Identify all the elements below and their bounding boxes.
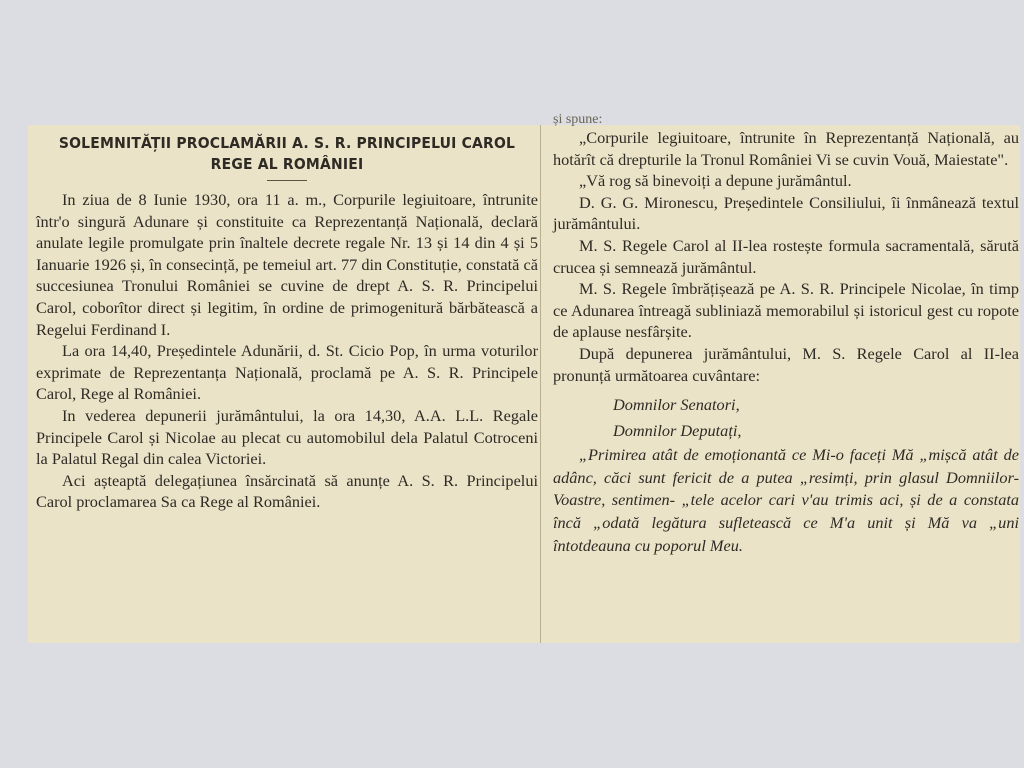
paragraph-oath-text: D. G. G. Mironescu, Președintele Consiliului, îi înmânează textul jurământului.: [553, 192, 1019, 234]
column-divider: [540, 125, 541, 643]
article-title: SOLEMNITĂȚII PROCLAMĂRII A. S. R. PRINCIPELUI CAROL REGE AL ROMÂNIEI: [58, 134, 516, 173]
paragraph-proclamation-vote: La ora 14,40, Președintele Adunării, d. St. Cicio Pop, în urma voturilor exprimate de Reprezentanța Națională, proclamă pe A. S. R. Principele Carol, Rege al României.: [36, 341, 538, 404]
top-fragment: și spune:: [553, 112, 603, 127]
paragraph-embrace: M. S. Regele îmbrățișează pe A. S. R. Principele Nicolae, în timp ce Adunarea întreagă subliniază memorabilul și istoricul gest cu ropote de aplause nesfârșite.: [553, 279, 1019, 342]
paragraph-departure: In vederea depunerii jurământului, la ora 14,30, A.A. L.L. Regale Principele Carol și Nicolae au plecat cu automobilul dela Palatul Cotroceni la Palatul Regal din calea Victoriei.: [36, 405, 538, 469]
paragraph-speech-intro: După depunerea jurământului, M. S. Regele Carol al II-lea pronunță următoarea cuvântare:: [553, 343, 1019, 385]
paragraph-oath-request: „Vă rog să binevoiți a depune jurământul.: [579, 171, 852, 191]
title-rule: [267, 180, 307, 181]
right-column: [553, 113, 1019, 557]
address-deputies: Domnilor Deputați,: [613, 421, 742, 441]
paragraph-proclamation-intro: In ziua de 8 Iunie 1930, ora 11 a. m., Corpurile legiuitoare, întrunite într'o singură Adunare și constituite ca Reprezentanță Națională, declară anulate legile promulgate prin înaltele decrete regale Nr. 13 și 14 din 4 și 5 Ianuarie 1926 și, în consecință, pe temeiul art. 77 din Constituție, constată că succesiunea Tronului României se cuvine de drept A. S. R. Principelui Carol, coborîtor direct și legitim, în ordine de primogenitură bărbătească a Regelui Ferdinand I.: [36, 190, 538, 339]
paragraph-announcement: „Corpurile legiuitoare, întrunite în Reprezentanță Națională, au hotărît că drepturile la Tronul României Vi se cuvin Vouă, Maiestate".: [553, 128, 1019, 169]
speech-text: „Primirea atât de emoționantă ce Mi-o faceți Mă „mișcă atât de adânc, căci sunt fericit de a putea „resimți, prin glasul Domniilor-Voastre, sentimen- „tele acelor cari v'au trimis aci, și de a constata încă „odată legătura sufletească ce M'a unit și Mă va „uni întotdeauna cu poporul Meu.: [553, 445, 1019, 555]
left-column: [36, 133, 538, 513]
paragraph-oath-formula: M. S. Regele Carol al II-lea rostește formula sacramentală, sărută crucea și semnează jurământul.: [553, 235, 1019, 277]
paragraph-delegation: Aci așteaptă delegațiunea însărcinată să anunțe A. S. R. Principelui Carol proclamarea Sa ca Rege al României.: [36, 470, 538, 512]
newspaper-clipping: [28, 112, 1020, 643]
address-senators: Domnilor Senatori,: [613, 395, 740, 415]
